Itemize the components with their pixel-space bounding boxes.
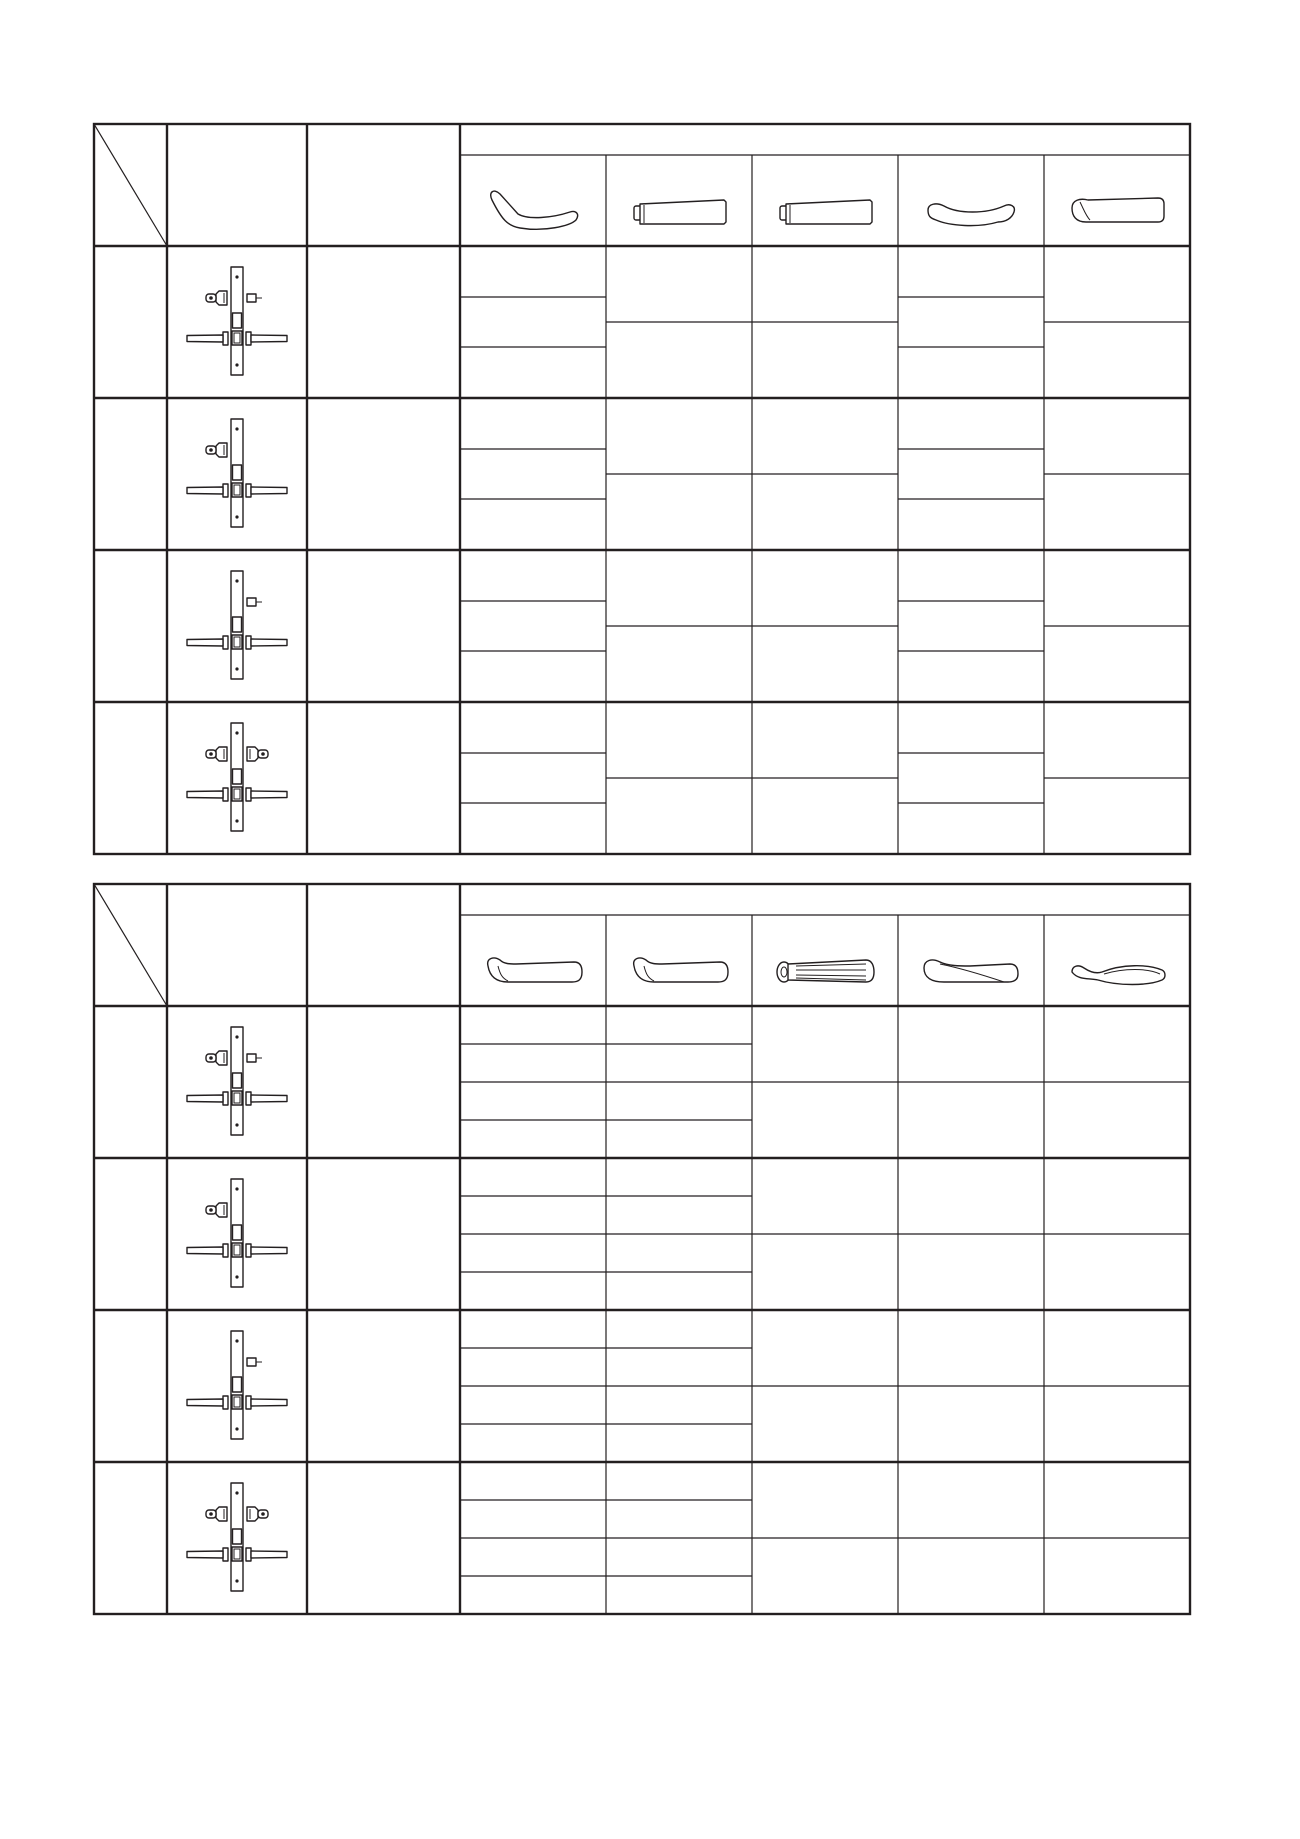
mortise-lock-key-outside-icon [187, 419, 287, 527]
table-2 [94, 884, 1190, 1614]
mortise-lock-key-both-sides-icon [187, 267, 287, 375]
flat-bar-lever-icon [634, 200, 726, 224]
mortise-lock-key-both-sides-icon [187, 1027, 287, 1135]
rounded-lever-icon [634, 958, 728, 982]
oval-tapered-lever-icon [1072, 966, 1165, 985]
curved-return-lever-icon [928, 204, 1014, 226]
swept-lever-icon [924, 960, 1018, 982]
mortise-lock-thumbturn-inside-icon [187, 571, 287, 679]
header-diagonal [94, 124, 167, 246]
mortise-lock-double-cylinder-icon [187, 1483, 287, 1591]
table-1 [94, 124, 1190, 854]
rounded-bar-lever-icon [1072, 198, 1164, 222]
mortise-lock-key-outside-icon [187, 1179, 287, 1287]
rounded-lever-icon [488, 958, 582, 982]
mortise-lock-thumbturn-inside-icon [187, 1331, 287, 1439]
curved-loop-lever-icon [491, 191, 578, 229]
mortise-lock-double-cylinder-icon [187, 723, 287, 831]
flat-bar-lever-icon [780, 200, 872, 224]
fluted-lever-icon [777, 960, 874, 982]
header-diagonal [94, 884, 167, 1006]
